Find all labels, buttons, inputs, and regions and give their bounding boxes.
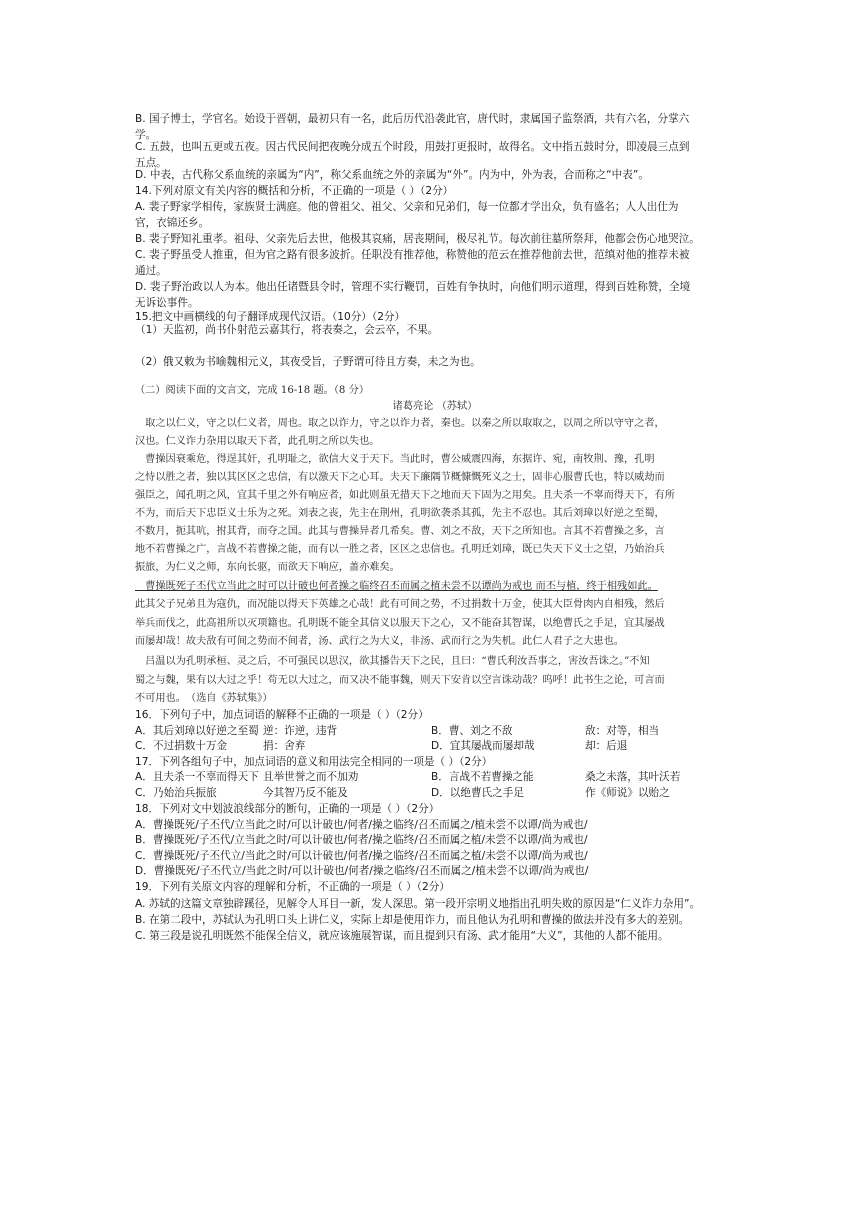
- q14-option-line: D. 裴子野治政以人为本。他出任诸暨县令时，管理不实行鞭罚，百姓有争执时，向他们明示道理，得到百姓称赞，全境: [135, 281, 691, 293]
- option-sentence: C．不过捐数十万金: [135, 740, 228, 752]
- q16-options-row: [135, 739, 735, 753]
- q18-option-line: C．曹操既死/子丕代立/当此之时/可以计破也/何者/操之临终/召丕而属之植/未尝不以谭/尚为戒也/: [135, 850, 588, 862]
- q14-option-line: A. 裴子野家学相传，家族贤士满庭。他的曾祖父、祖父、父亲和兄弟们，每一位都才学出众，负有盛名；人人出仕为: [135, 201, 679, 213]
- q14-option-line: 通过。: [135, 265, 167, 277]
- q19-stem: 19．下列有关原文内容的理解和分析，不正确的一项是（ ）（2分）: [135, 881, 450, 893]
- option-gloss: 却：后退: [585, 740, 628, 752]
- q17-options-row: [135, 770, 735, 784]
- q19-option-line: B. 在第二段中，苏轼认为孔明口头上讲仁义，实际上却是使用诈力，而且他认为孔明和曹操的做法并没有多大的差别。: [135, 914, 690, 926]
- section2-heading: （二）阅读下面的文言文，完成 16-18 题。（8 分）: [135, 385, 370, 396]
- option-gloss: 逆：诈逆，违背: [263, 725, 338, 737]
- option-gloss: 作《师说》以贻之: [585, 787, 670, 799]
- option-gloss: 捐：舍弃: [263, 740, 306, 752]
- option-sentence: A．且夫杀一不辜而得天下: [135, 771, 259, 783]
- option-gloss: 今其智乃反不能及: [263, 787, 348, 799]
- q13-option-line: 五点。: [135, 157, 167, 169]
- q18-option-line: B．曹操既死/子丕代/立当此之时/可以计破也/何者/操之临终/召丕而属之植/未尝不以谭/尚为戒也/: [135, 834, 588, 846]
- q13-option-line: 学。: [135, 129, 157, 141]
- option-sentence: D．宜其屡战而屡却哉: [431, 740, 535, 752]
- q16-options-row: [135, 724, 735, 738]
- q13-option-line: C. 五鼓，也叫五更或五夜。因古代民间把夜晚分成五个时段，用鼓打更报时，故得名。文中指五鼓时分，即凌晨三点到: [135, 141, 690, 153]
- passage-line: 取之以仁义，守之以仁义者，周也。取之以诈力，守之以诈力者，秦也。以秦之所以取取之，以周之所以守守之者，: [135, 418, 665, 429]
- option-gloss: 桑之未落，其叶沃若: [585, 771, 681, 783]
- passage-title: 诸葛亮论 （苏轼）: [392, 401, 478, 412]
- option-gloss: 敌：对等，相当: [585, 725, 660, 737]
- q17-options-row: [135, 786, 735, 800]
- q14-option-line: C. 裴子野虽受人推重，但为官之路有很多波折。任职没有推荐他，称赞他的范云在推荐他前去世，范缜对他的推荐未被: [135, 249, 690, 261]
- passage-line: 强臣之，闻孔明之风，宜其千里之外有响应者，如此则虽无措天下之地而天下固为之用矣。且夫杀一不辜而得天下，有所: [135, 490, 675, 501]
- q15-stem: 15.把文中画横线的句子翻译成现代汉语。（10分）（2分）: [135, 311, 406, 323]
- passage-line: 不数月，扼其吭，拊其背，而夺之国。此其与曹操异者几希矣。曹、刘之不敌，天下之所知也。言其不若曹操之多，言: [135, 526, 665, 537]
- q17-stem: 17．下列各组句子中，加点词语的意义和用法完全相同的一项是（ ）（2分）: [135, 756, 493, 768]
- q18-option-line: D．曹操既死/子丕代立/当此之时/可以计破也/何者/操之临终/召丕而属之/植未尝不以谭/尚为戒也/: [135, 865, 589, 877]
- q14-option-line: B. 裴子野知礼重孝。祖母、父亲先后去世，他极其哀痛，居丧期间，极尽礼节。每次前往墓所祭拜，他都会伤心地哭泣。: [135, 233, 700, 245]
- option-sentence: A．其后刘璋以好逆之至蜀: [135, 725, 259, 737]
- q15-sentence-2: （2）俄又敕为书喻魏相元义，其夜受旨，子野谓可待且方奏，未之为也。: [135, 356, 481, 368]
- q19-option-line: A. 苏轼的这篇文章独辟蹊径，见解令人耳目一新，发人深思。第一段开宗明义地指出孔明失败的原因是“仁义诈力杂用”。: [135, 898, 701, 910]
- passage-line: 汉也。仁义诈力杂用以取天下者，此孔明之所以失也。: [135, 436, 380, 447]
- passage-line: 曹操因衰乘危，得逞其奸，孔明耻之，欲信大义于天下。当此时，曹公威震四海，东据许、宛，南牧荆、豫，孔明: [135, 454, 655, 465]
- option-gloss: 且举世誉之而不加劝: [263, 771, 359, 783]
- passage-line: 不可用也。 （选自《苏轼集》）: [135, 693, 273, 704]
- option-sentence: B．言战不若曹操之能: [431, 771, 534, 783]
- passage-line: 振旅，为仁义之师，东向长驱，而欲天下响应，盖亦难矣。: [135, 562, 400, 573]
- passage-line: 蜀之与魏，果有以大过之乎！苟无以大过之，而又决不能事魏，则天下安肯以空言诛动哉？呜呼！此书生之论，可言而: [135, 675, 665, 686]
- q18-stem: 18．下列对文中划波浪线部分的断句，正确的一项是（ ）（2分）: [135, 803, 440, 815]
- passage-line: 而屡却哉！故夫敌有可间之势而不间者，汤、武行之为大义，非汤、武而行之为失机。此仁人君子之大患也。: [135, 636, 624, 647]
- option-sentence: B．曹、刘之不敌: [431, 725, 513, 737]
- q14-stem: 14.下列对原文有关内容的概括和分析，不正确的一项是（ ）（2分）: [135, 185, 454, 197]
- passage-line: 举兵而伐之，此高祖所以灭项籍也。孔明既不能全其信义以服天下之心，又不能奋其智谋，以绝曹氏之手足，宜其屡战: [135, 618, 665, 629]
- q18-option-line: A．曹操既死/子丕代/立当此之时/可以计破也/何者/操之临终/召丕而属之/植未尝不以谭/尚为戒也/: [135, 819, 588, 831]
- passage-line: 此其父子兄弟且为寇仇，而况能以得天下英雄之心哉！此有可间之势，不过捐数十万金，使其大臣骨肉内自相残，然后: [135, 599, 665, 610]
- passage-line: 之恃以胜之者，独以其区区之忠信，有以激天下之心耳。夫天下廉隅节概慷慨死义之士，固非心服曹氏也，特以威劫而: [135, 472, 665, 483]
- q14-option-line: 官，衣锦还乡。: [135, 217, 210, 229]
- q15-sentence-1: （1）天监初，尚书仆射范云嘉其行，将表奏之，会云卒，不果。: [135, 324, 439, 336]
- option-sentence: C．乃始治兵振旅: [135, 787, 217, 799]
- q14-option-line: 无诉讼事件。: [135, 297, 199, 309]
- option-sentence: D．以绝曹氏之手足: [431, 787, 524, 799]
- passage-line: 不为，而后天下忠臣义士乐为之死。刘表之丧，先主在荆州，孔明欲袭杀其孤，先主不忍也。其后刘璋以好逆之至蜀，: [135, 508, 665, 519]
- passage-line: 地不若曹操之广，言战不若曹操之能，而有以一胜之者，区区之忠信也。孔明迁刘璋，既已失天下义士之望，乃始治兵: [135, 544, 665, 555]
- q19-option-line: C. 第三段是说孔明既然不能保全信义，就应该施展智谋，而且提到只有汤、武才能用“大义”，其他的人都不能用。: [135, 930, 669, 942]
- passage-line: 吕温以为孔明承桓、灵之后，不可强民以思汉，欲其播告天下之民，且曰：“曹氏利汝吾事之，害汝吾诛之。”不知: [135, 656, 650, 667]
- passage-line: 曹操既死子丕代立当此之时可以计破也何者操之临终召丕而属之植未尝不以谭尚为戒也 而丕与植，终于相残如此。: [135, 581, 658, 592]
- q13-option-line: D. 中表，古代称父系血统的亲属为“内”，称父系血统之外的亲属为“外”。内为中，外为表，合而称之“中表”。: [135, 169, 649, 181]
- q16-stem: 16．下列句子中，加点词语的解释不正确的一项是（ ）（2分）: [135, 709, 429, 721]
- q13-option-line: B. 国子博士，学官名。始设于晋朝，最初只有一名，此后历代沿袭此官，唐代时，隶属国子监祭酒，共有六名，分掌六: [135, 113, 690, 125]
